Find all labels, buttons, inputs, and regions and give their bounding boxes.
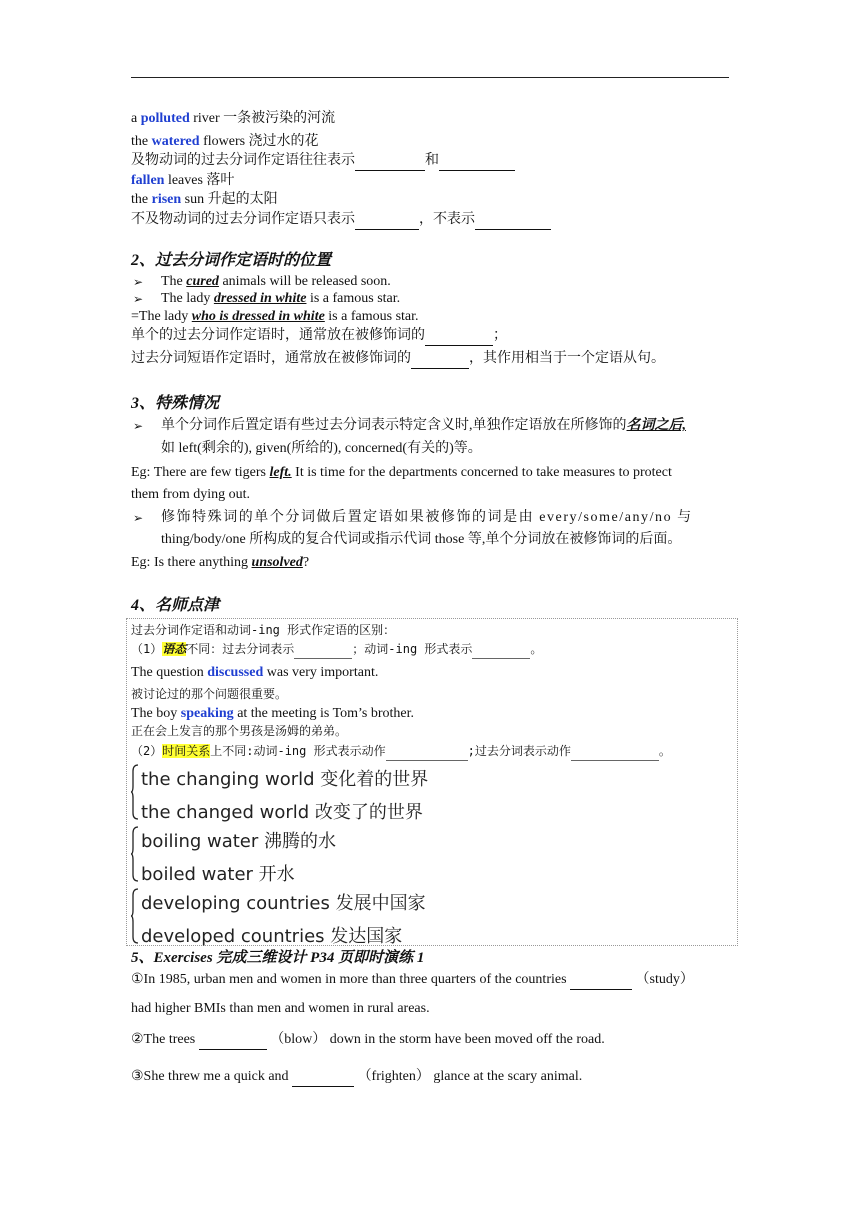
- blank[interactable]: [355, 211, 419, 230]
- blank[interactable]: [472, 640, 530, 659]
- equivalent-sentence: =The lady who is dressed in white is a famous star.: [131, 309, 419, 324]
- pair-past: the changed world 改变了的世界: [141, 802, 423, 823]
- special-rule-1: 单个分词作后置定语有些过去分词表示特定含义时,单独作定语放在所修饰的名词之后,: [161, 418, 686, 433]
- blank[interactable]: [386, 742, 468, 761]
- answer-blank[interactable]: [199, 1031, 267, 1050]
- example-watered-flowers: the watered flowers 浇过水的花: [131, 134, 319, 149]
- section-3-heading: 3、特殊情况: [131, 395, 220, 412]
- tip-intro: 过去分词作定语和动词-ing 形式作定语的区别：: [131, 623, 396, 637]
- blank[interactable]: [425, 327, 493, 346]
- example-discussed-translation: 被讨论过的那个问题很重要。: [131, 687, 288, 701]
- example-speaking-translation: 正在会上发言的那个男孩是汤姆的弟弟。: [131, 724, 348, 738]
- example-tigers-left-cont: them from dying out.: [131, 487, 250, 502]
- special-rule-2-cont: thing/body/one 所构成的复合代词或指示代词 those 等,单个分词放在被修饰词的后面。: [161, 532, 682, 547]
- tip-voice-difference: （1）语态不同：过去分词表示 ；动词-ing 形式表示 。: [131, 640, 542, 659]
- rule-single-position: 单个的过去分词作定语时，通常放在被修饰词的 ；: [131, 327, 507, 346]
- blank[interactable]: [571, 742, 659, 761]
- bullet-arrow-icon: ➢: [133, 292, 144, 306]
- bullet-arrow-icon: ➢: [133, 419, 144, 433]
- blank[interactable]: [294, 640, 352, 659]
- special-rule-2: 修饰特殊词的单个分词做后置定语如果被修饰的词是由 every/some/any/no 与: [161, 510, 693, 525]
- exercise-2: ②The trees （blow） down in the storm have been moved off the road.: [131, 1031, 605, 1050]
- blank[interactable]: [475, 211, 551, 230]
- section-2-heading: 2、过去分词作定语时的位置: [131, 252, 332, 269]
- exercise-3: ③She threw me a quick and （frighten） glance at the scary animal.: [131, 1068, 582, 1087]
- section-5-heading: 5、Exercises 完成三维设计 P34 页即时演练 1: [131, 950, 425, 966]
- exercise-1: ①In 1985, urban men and women in more than three quarters of the countries （study）: [131, 971, 694, 990]
- pair-present: developing countries 发展中国家: [141, 893, 426, 914]
- bullet-cured: The cured animals will be released soon.: [161, 274, 391, 289]
- blank[interactable]: [411, 350, 469, 369]
- example-speaking: The boy speaking at the meeting is Tom’s brother.: [131, 706, 415, 721]
- example-discussed: The question discussed was very important.: [131, 665, 379, 680]
- example-tigers-left: Eg: There are few tigers left. It is time for the departments concerned to take measures to protect: [131, 465, 672, 480]
- answer-blank[interactable]: [570, 971, 632, 990]
- comparison-pair-water: [131, 824, 461, 886]
- example-risen-sun: the risen sun 升起的太阳: [131, 192, 278, 207]
- blank[interactable]: [355, 152, 425, 171]
- rule-transitive: 及物动词的过去分词作定语往往表示 和: [131, 152, 515, 171]
- pair-past: developed countries 发达国家: [141, 926, 403, 947]
- bullet-arrow-icon: ➢: [133, 275, 144, 289]
- special-rule-1-examples: 如 left(剩余的), given(所给的), concerned(有关的)等。: [161, 441, 482, 456]
- example-polluted-river: a polluted river 一条被污染的河流: [131, 111, 336, 126]
- answer-blank[interactable]: [292, 1068, 354, 1087]
- example-fallen-leaves: fallen leaves 落叶: [131, 173, 235, 188]
- brace-icon: [131, 826, 138, 882]
- example-unsolved: Eg: Is there anything unsolved?: [131, 555, 310, 570]
- rule-phrase-position: 过去分词短语作定语时，通常放在被修饰词的 ，其作用相当于一个定语从句。: [131, 350, 665, 369]
- blank[interactable]: [439, 152, 515, 171]
- pair-past: boiled water 开水: [141, 864, 295, 885]
- header-rule: [131, 77, 729, 78]
- brace-icon: [131, 888, 138, 944]
- pair-present: boiling water 沸腾的水: [141, 831, 337, 852]
- bullet-dressed: The lady dressed in white is a famous star.: [161, 291, 401, 306]
- bullet-arrow-icon: ➢: [133, 511, 144, 525]
- comparison-pair-countries: [131, 886, 461, 948]
- pair-present: the changing world 变化着的世界: [141, 769, 429, 790]
- brace-icon: [131, 764, 138, 820]
- comparison-pair-world: [131, 762, 461, 824]
- tip-time-difference: （2）时间关系上不同:动词-ing 形式表示动作 ;过去分词表示动作 。: [131, 742, 671, 761]
- section-4-heading: 4、名师点津: [131, 597, 220, 614]
- exercise-1-cont: had higher BMIs than men and women in rural areas.: [131, 1001, 430, 1016]
- rule-intransitive: 不及物动词的过去分词作定语只表示 ，不表示: [131, 211, 551, 230]
